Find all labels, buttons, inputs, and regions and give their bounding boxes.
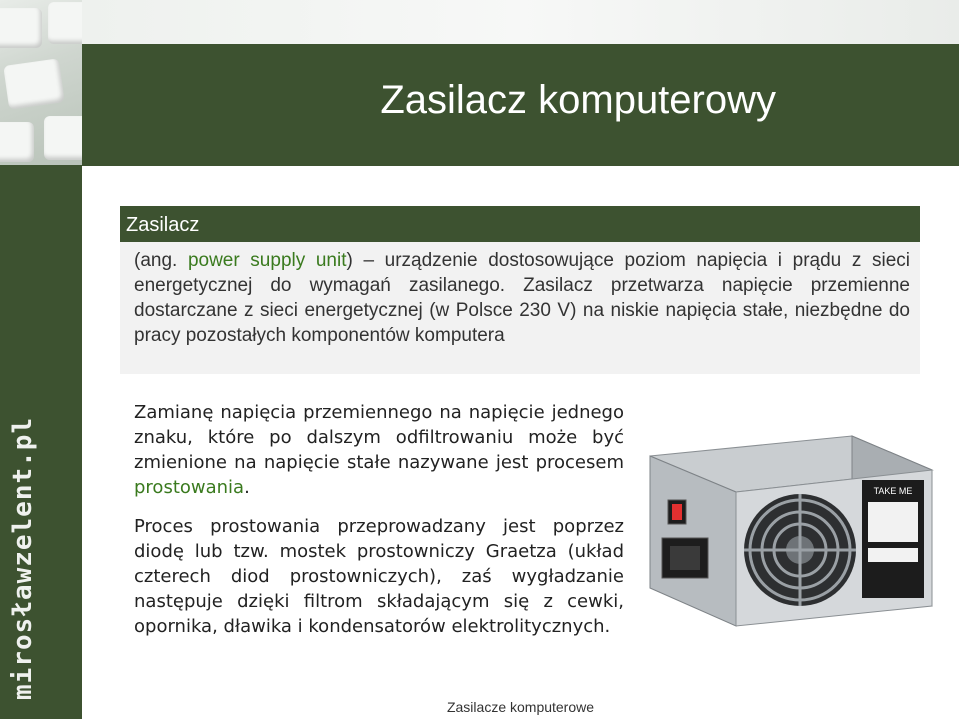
paragraph1-term: prostowania [134, 477, 245, 498]
paragraph-rectification [134, 400, 624, 500]
keyboard-photo [0, 0, 82, 165]
definition-term: power supply unit [187, 250, 347, 271]
definition-open: (ang. [134, 250, 188, 271]
top-strip [82, 0, 959, 44]
paragraph1-end: . [244, 477, 250, 498]
power-supply-unit-image [640, 430, 936, 630]
psu-label: TAKE ME [873, 486, 913, 496]
sidebar-strip [0, 0, 82, 719]
footer-text: Zasilacze komputerowe [446, 699, 595, 715]
page-title: Zasilacz komputerowy [380, 78, 776, 122]
definition-text [120, 242, 920, 348]
definition-rest: ) – urządzenie dostosowujące poziom napięcia i prądu z sieci energetycznej do wymagań zasilanego. Zasilacz przetwarza napięcie przemienne dostarczane z sieci energetycznej (w Polsce 230 V) na niskie napięcia stałe, niezbędne do pracy pozostałych komponentów komputera [134, 250, 910, 346]
definition-box [120, 206, 920, 374]
paragraph1-text: Zamianę napięcia przemiennego na napięcie jednego znaku, które po dalszym odfiltrowaniu może być zmienione na napięcie stałe nazywane jest procesem [134, 402, 624, 473]
brand-vertical-text: mirosławzelent.pl [8, 416, 38, 700]
paragraph-process: Proces prostowania przeprowadzany jest poprzez diodę lub tzw. mostek prostowniczy Graetza (układ czterech diod prostowniczych), zaś wygładzanie następuje dzięki filtrom składającym się z cewki, opornika, dławika i kondensatorów elektrolitycznych. [134, 516, 624, 637]
definition-heading: Zasilacz [120, 206, 920, 242]
